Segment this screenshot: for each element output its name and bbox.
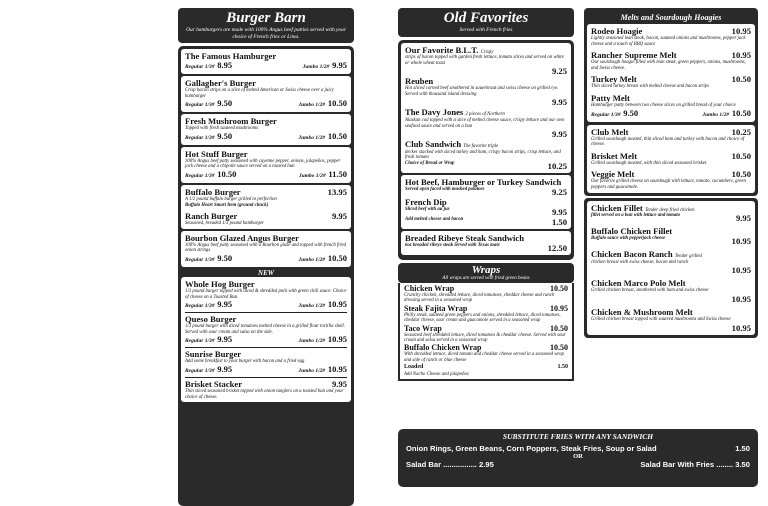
item-desc: strips of bacon topped with garden fresh lettuce, tomato slices and served on white or whole wheat toast	[405, 55, 564, 66]
wrap-desc: Seasoned beef shredded lettuce, diced tomatoes & cheddar cheese. Served with sour cream and salsa served in a seasoned wrap	[404, 332, 566, 344]
item-name: Breaded Ribeye Steak Sandwich	[405, 233, 524, 244]
melt-item: Veggie Melt 10.50	[591, 169, 751, 180]
wrap-desc: Add Nacho Cheese and jalapeños	[404, 372, 469, 378]
item-note: Buffalo Heart Smart Item (ground chuck)	[185, 202, 269, 208]
menu-item	[181, 147, 351, 183]
wraps-list	[398, 283, 574, 381]
old-favorites-column	[398, 8, 574, 381]
melts-list	[587, 24, 755, 122]
melt-item: Brisket Melt 10.50	[591, 150, 751, 161]
price-row: Regular 1/3# 9.95 Jumbo 1/2# 10.95	[185, 363, 347, 374]
chicken-name: Chicken Marco Polo Melt	[591, 278, 686, 289]
menu-item	[181, 185, 351, 229]
item-name-row: Ranch Burger 9.95	[185, 211, 347, 222]
wraps-subtitle: All wraps are served with fried green beans	[442, 276, 530, 282]
item-price: 9.25	[551, 66, 567, 77]
wrap-desc: With shredded lettuce, diced tomato and cheddar cheese served in a seasoned wrap and side of ranch or blue cheese	[404, 352, 565, 363]
melt-item: Rancher Supreme Melt 10.95	[591, 50, 751, 61]
chicken-price: 10.95	[731, 322, 751, 333]
chicken-name: Buffalo Chicken Fillet	[591, 226, 673, 237]
item-name: Reuben	[405, 76, 434, 87]
chicken-desc: chicken breast with swiss cheese, bacon and ranch	[591, 259, 689, 265]
item-name: Club Sandwich The favorite triple	[405, 139, 499, 150]
item-price: Served open faced with mashed potatoes 9.25	[405, 187, 567, 198]
melt-desc: Grilled sourdough toasted, thin sliced ham and turkey with bacon and choice of cheese.	[591, 136, 745, 148]
wrap-desc: Crunchy chicken, shredded lettuce, diced tomatoes, cheddar cheese and ranch dressing served in a seasoned wrap	[404, 293, 555, 304]
melt-item: Turkey Melt 10.50	[591, 74, 751, 85]
melt-desc: Our favorite grilled cheese on sourdough with lettuce, tomato, cucumbers, green peppers and guacamole.	[591, 179, 746, 190]
burger-barn-header	[178, 8, 354, 43]
old-favorites-title: Old Favorites	[443, 10, 529, 26]
salad-bar-line: Salad Bar ................ 2.95 Salad Bar With Fries ........ 3.50	[406, 460, 750, 469]
item-name: Fresh Mushroom Burger	[185, 116, 277, 127]
burger-barn-subtitle: Our hamburgers are made with 100% Angus beef patties served with your choice of French fries or Lima.	[186, 27, 346, 40]
item-desc: Hot sliced corned beef smothered in sauerkraut and swiss cheese on grilled rye. Served with thousand island dressing	[405, 86, 559, 97]
chicken-price: fillet served on a bun with lettuce and tomato 9.95	[591, 213, 751, 224]
menu-item	[181, 76, 351, 112]
item-desc: 100% Angus beef patty seasoned with cayenne pepper, onions, jalapeños, pepper jack cheese and a chipotle sauce served on a toasted bun	[185, 158, 341, 170]
menu-item	[181, 114, 351, 145]
melt-desc: Grilled sourdough toasted, with thin sliced seasoned brisket.	[591, 160, 708, 166]
price-row: Regular 1/3# 9.95 Jumbo 1/2# 10.95	[185, 299, 347, 310]
item-name: Queso Burger	[185, 314, 237, 325]
chicken-price: 10.95	[731, 293, 751, 304]
melt-desc: Hamburger patty between two cheese slices on grilled bread of your choice	[591, 102, 736, 108]
wrap-item: Chicken Wrap 10.50	[404, 284, 568, 294]
wraps-header	[398, 263, 574, 283]
item-desc: decker stacked with sliced turkey and ham, crispy bacon strips, crisp lettuce, and fresh tomato	[405, 149, 561, 161]
item-desc: Crisp bacon strips on a slice of melted American or Swiss cheese over a juicy hamburger	[185, 88, 334, 99]
chicken-price: Buffalo sauce with pepperjack cheese 10.95	[591, 236, 751, 247]
substitute-fries-banner	[398, 429, 758, 487]
item-name: Whole Hog Burger	[185, 278, 255, 289]
melts-title: Melts and Sourdough Hoagies	[587, 11, 755, 24]
melts-column	[584, 8, 758, 338]
wrap-item: Steak Fajita Wrap 10.95	[404, 303, 568, 313]
item-name: The Davy Jones 2 pieces of Northern	[405, 107, 505, 118]
menu-item	[181, 277, 351, 402]
price-row: Regular 1/3# 9.50 Jumbo 1/2# 10.50	[185, 252, 347, 263]
item-name: The Famous Hamburger	[185, 51, 277, 61]
item-name: French Dip	[405, 197, 447, 208]
item-desc: 1/3 pound burger topped with diced & shredded pork with green chili sauce. Choice of cheese on a Toasted Bun.	[185, 288, 347, 300]
menu-item	[181, 231, 351, 267]
old-favorites-list	[398, 40, 574, 261]
old-favorites-header	[398, 8, 574, 37]
old-favorites-subtitle: Served with French fries	[459, 27, 513, 33]
melt-item: Rodeo Hoagie 10.95	[591, 26, 751, 36]
item-desc: A 1/2 pound buffalo burger grilled to perfection	[185, 196, 277, 202]
item-price: 9.95	[551, 97, 567, 108]
chicken-list	[587, 201, 755, 335]
item-name-row: Buffalo Burger 13.95	[185, 186, 347, 197]
burger-barn-title: Burger Barn	[226, 10, 306, 26]
substitute-title: SUBSTITUTE FRIES WITH ANY SANDWICH	[502, 432, 654, 441]
melt-desc: Lightly seasoned lean steak, bacon, sauteed onions and mushrooms, pepper jack cheese and a touch of BBQ sauce	[591, 36, 746, 47]
chicken-name: Chicken & Mushroom Melt	[591, 306, 693, 317]
chicken-panel	[584, 198, 758, 338]
item-desc: 1/3 pound burger with diced tomatoes melted cheese in a grilled flour tortilla shell. Served with sour cream and salsa on the side.	[185, 324, 345, 335]
menu-item	[401, 231, 571, 255]
melt-desc: Thin sliced turkey breast with melted cheese and bacon strips	[591, 84, 709, 90]
item-desc: Add some breakfast to your burger with bacon and a fried egg	[185, 359, 305, 365]
chicken-name: Chicken Bacon Ranch Tender grilled	[591, 249, 702, 260]
chicken-desc: Grilled chicken breast topped with sauteed mushrooms and Swiss cheese	[591, 316, 731, 322]
chicken-name: Chicken Fillet Tender deep fried chicken	[591, 202, 695, 213]
burger-barn-column	[178, 8, 354, 506]
menu-item	[401, 175, 571, 229]
melt-item: Club Melt 10.25	[591, 126, 751, 137]
item-name: Gallagher's Burger	[185, 78, 256, 88]
item-price: Add melted cheese and bacon 1.50	[405, 217, 567, 228]
or-label: OR	[573, 453, 583, 460]
melts-list-2	[587, 125, 755, 193]
menu-item	[401, 43, 571, 174]
item-price: Choice of Bread or Wrap 10.25	[405, 161, 567, 172]
item-price: 9.95	[551, 129, 567, 140]
wrap-item: Taco Wrap 10.50	[404, 323, 568, 333]
item-desc: Seasoned, breaded 1/3 pound hamburger	[185, 221, 264, 227]
item-desc: 100% Angus beef patty seasoned with a Bourbon glaze and topped with french fried onion strings	[185, 242, 347, 254]
substitute-line: Onion Rings, Green Beans, Corn Poppers, Steak Fries, Soup or Salad 1.50	[406, 444, 750, 453]
item-desc: Topped with fresh sauteed mushrooms	[185, 126, 259, 132]
price-row: Regular 1/3# 9.95 Jumbo 1/2# 10.95	[185, 334, 347, 345]
item-desc: Thin sliced seasoned brisket topped with onion tanglers on a toasted bun and your choice of cheese.	[185, 388, 344, 400]
melts-panel	[584, 8, 758, 196]
wrap-item: Buffalo Chicken Wrap 10.50	[404, 343, 568, 353]
wrap-item: Loaded 1.50	[404, 364, 568, 371]
wraps-title: Wraps	[471, 264, 501, 277]
item-name: Hot Stuff Burger	[185, 148, 248, 159]
item-price: 6oz breaded ribeye steak served with Texas toast 12.50	[405, 243, 567, 254]
chicken-price: 10.95	[731, 265, 751, 276]
item-price: Sliced beef with au jus 9.95	[405, 207, 567, 218]
chicken-desc: Grilled chicken breast, smothered with ham and swiss cheese	[591, 288, 709, 294]
price-row: Regular 1/3# 8.95 Jumbo 1/2# 9.95	[185, 60, 347, 70]
price-row: Regular 1/3# 9.50 Jumbo 1/2# 10.50	[185, 130, 347, 141]
price-row: Regular 1/3# 9.50 Jumbo 1/2# 10.50	[591, 107, 751, 118]
price-row: Regular 1/3# 9.50 Jumbo 1/2# 10.50	[185, 98, 347, 109]
melt-desc: Our sourdough hoagie filled with lean steak, green peppers, onions, mushrooms, and Swiss cheese.	[591, 60, 746, 71]
menu-item	[181, 49, 351, 74]
item-name: Sunrise Burger	[185, 349, 242, 360]
item-name-row: Brisket Stacker 9.95	[185, 378, 347, 389]
wrap-desc: Philly steak, sauteed green peppers and onions, shredded lettuce, diced tomatoes, cheddar cheese, sour cream and guacamole served in a seasoned wrap	[404, 312, 561, 324]
item-name: Bourbon Glazed Angus Burger	[185, 232, 299, 243]
new-badge: NEW	[258, 268, 274, 277]
melt-name: Patty Melt	[591, 92, 630, 103]
item-name: Hot Beef, Hamburger or Turkey Sandwich	[405, 177, 562, 188]
burger-list	[178, 46, 354, 506]
price-row: Regular 1/3# 10.50 Jumbo 1/2# 11.50	[185, 168, 347, 179]
item-name: Our Favorite B.L.T. Crispy	[405, 44, 494, 55]
item-desc: Alaskan cod topped with a slice of melted cheese sauce, crispy lettuce and our own seafood sauce and served on a bun	[405, 118, 565, 129]
